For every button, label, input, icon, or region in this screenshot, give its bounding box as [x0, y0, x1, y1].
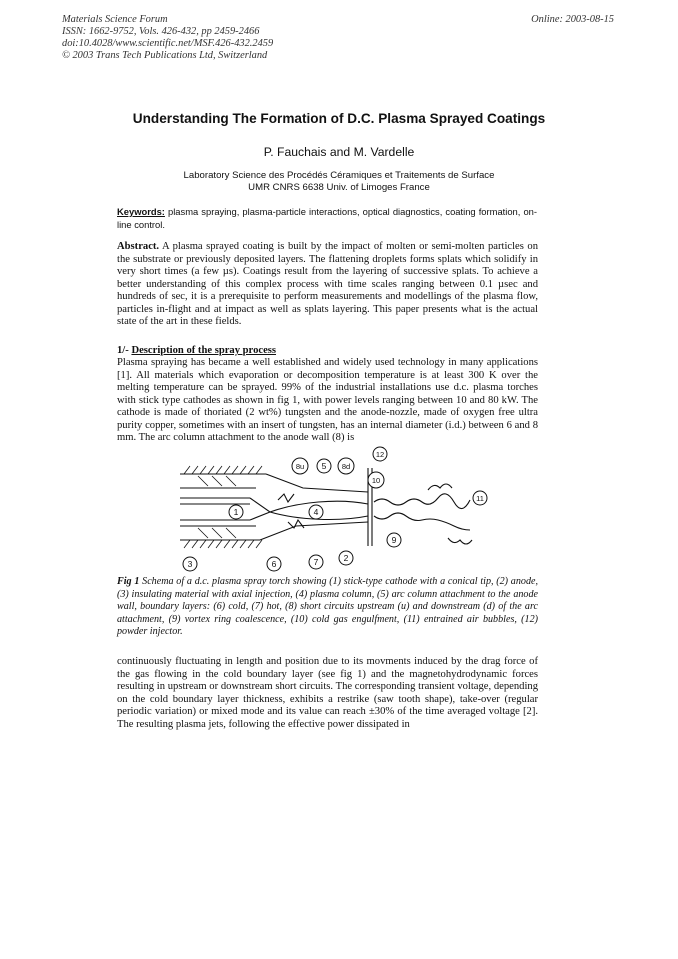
figure-caption-label: Fig 1 — [117, 576, 140, 587]
online-date: Online: 2003-08-15 — [531, 14, 614, 25]
affiliation-line-2: UMR CNRS 6638 Univ. of Limoges France — [248, 182, 430, 193]
keywords-label: Keywords: — [117, 206, 165, 217]
journal-name: Materials Science Forum — [62, 14, 168, 25]
paper-title: Understanding The Formation of D.C. Plasma Sprayed Coatings — [132, 111, 546, 126]
figure-caption-text: Schema of a d.c. plasma spray torch showing (1) stick-type cathode with a conical tip, (2) anode, (3) insulating material with axial injection, (4) plasma column, (5) arc column attachment to the anode wall, boundary layers: (6) cold, (7) hot, (8) short circuits upstream (u) and downstream (d) of the arc attachment, (9) vortex ring coalescence, (10) cold gas engulfment, (11) entrained air bubbles, (12) powder injector. — [117, 576, 538, 637]
section-title: Description of the spray process — [131, 345, 277, 356]
keywords — [117, 206, 537, 231]
figure-label-1: 1 — [233, 507, 239, 517]
section-number: 1/- — [117, 345, 129, 356]
figure-label-12: 12 — [375, 450, 385, 459]
figure-label-2: 2 — [343, 553, 349, 563]
affiliation — [0, 170, 678, 194]
section-heading — [117, 345, 276, 356]
affiliation-line-1: Laboratory Science des Procédés Céramiques et Traitements de Surface — [183, 170, 495, 181]
journal-header — [62, 14, 273, 62]
section-paragraph: Plasma spraying has became a well established and widely used technology in many applications [1]. All materials which evaporation or decomposition temperature is at least 300 K over the melting temperature can be sprayed. 99% of the industrial installations use d.c. plasma torches with stick type cathodes as shown in fig 1, with power levels ranging between 10 and 80 kW. The cathode is made of thoriated (2 wt%) tungsten and the anode-nozzle, made of oxygen free ultra purity copper, sometimes with an insert of tungsten, has an internal diameter (i.d.) between 6 and 8 mm. The arc column attachment to the anode wall (8) is — [117, 357, 538, 443]
body-paragraph-2: continuously fluctuating in length and position due to its movments induced by the drag force of the gas flowing in the cold boundary layer (see fig 1) and the magnetohydrodynamic forces resulting in upstream or downstream short circuits. The corresponding transient voltage, depending on the cold boundary layer thickness, exhibits a restrike (saw tooth shape), take-over (regular periodic variation) or mixed mode and its value can reach ±30% of the time averaged voltage [2]. The resulting plasma jets, following the effective power dissipated in — [117, 656, 538, 730]
figure-label-8u: 8u — [295, 462, 305, 471]
figure-label-11: 11 — [476, 494, 484, 503]
figure-label-6: 6 — [271, 559, 277, 569]
figure-label-7: 7 — [313, 557, 319, 567]
figure-label-5: 5 — [321, 461, 327, 471]
abstract-label: Abstract. — [117, 241, 160, 252]
issn-line: ISSN: 1662-9752, Vols. 426-432, pp 2459-2466 — [62, 26, 260, 37]
doi-line[interactable]: doi:10.4028/www.scientific.net/MSF.426-432.2459 — [62, 38, 274, 49]
abstract-text: A plasma sprayed coating is built by the impact of molten or semi-molten particles on the substrate or previously deposited layers. The flattening droplets forms splats which solidify in very short times (a few µs). Coatings result from the layering of successive splats. To achieve a better understanding of this complex process with time scales ranging between 0.1 µsec and hundreds of sec, it is a prerequisite to perform measurements and modellings of the plasma flow, particles in-flight and at impact as well as splats layering. This paper presents what is the actual state of the art in these fields. — [117, 241, 538, 327]
paper-authors: P. Fauchais and M. Vardelle — [263, 145, 415, 159]
copyright-line: © 2003 Trans Tech Publications Ltd, Switzerland — [62, 50, 268, 61]
figure-caption — [117, 576, 538, 639]
figure-label-3: 3 — [187, 559, 193, 569]
abstract — [117, 241, 538, 329]
figure-label-9: 9 — [391, 535, 397, 545]
keywords-text: plasma spraying, plasma-particle interactions, optical diagnostics, coating formation, on-line control. — [117, 206, 537, 230]
figure-label-4: 4 — [313, 507, 319, 517]
torch-schematic — [178, 446, 508, 574]
figure-label-10: 10 — [371, 476, 381, 485]
figure-label-8d: 8d — [341, 462, 351, 471]
